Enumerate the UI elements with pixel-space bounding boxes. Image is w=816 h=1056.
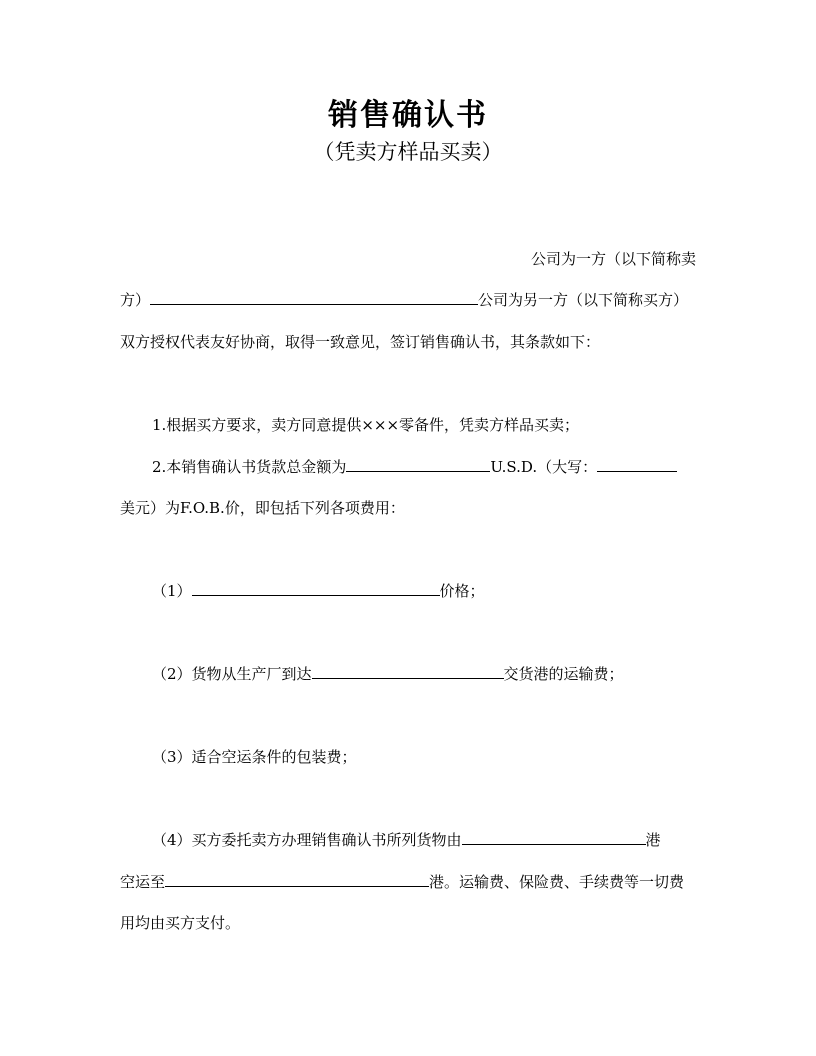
seller-company-blank[interactable] [150,289,478,305]
item-1-end: 价格； [439,582,485,600]
document-title: 销售确认书 [328,98,488,133]
item-4-line-1 [120,829,696,851]
clause-2-line-2-text: 美元）为F.O.B.价，即包括下列各项费用： [120,499,405,517]
intro-line-2 [120,289,696,311]
item-2-start: （2）货物从生产厂到达 [152,665,312,683]
document-subtitle: （凭卖方样品买卖） [313,140,503,164]
amount-in-words-blank[interactable] [597,456,677,472]
item-2 [120,663,696,685]
intro-line-2-end: 公司为另一方（以下简称买方） [478,291,689,309]
clause-2-middle: U.S.D.（大写： [490,458,598,476]
item-4-line-2 [120,871,696,893]
item-1-label: （1） [152,582,192,600]
clause-2-line-2 [120,497,696,519]
item-4-end: 港 [645,831,661,849]
intro-line-3-text: 双方授权代表友好协商，取得一致意见，签订销售确认书，其条款如下： [120,333,601,351]
intro-line-1-text: 公司为一方（以下简称卖 [530,250,696,268]
item-2-end: 交货港的运输费； [503,665,624,683]
intro-line-2-start: 方） [120,291,151,309]
clause-2-start: 2.本销售确认书货款总金额为 [152,458,347,476]
item-4-line-3-text: 用均由买方支付。 [120,914,241,932]
item-4-line-2-start: 空运至 [120,873,166,891]
total-amount-blank[interactable] [346,456,490,472]
destination-port-blank[interactable] [165,871,429,887]
item-4-line-2-end: 港。运输费、保险费、手续费等一切费 [429,873,685,891]
item-4-line-3 [120,912,696,934]
intro-line-1 [120,248,696,270]
item-3 [120,746,696,768]
price-blank[interactable] [192,580,440,596]
origin-port-blank[interactable] [462,829,646,845]
item-4-start: （4）买方委托卖方办理销售确认书所列货物由 [152,831,462,849]
item-3-text: （3）适合空运条件的包装费； [152,748,357,766]
intro-line-3 [120,331,696,353]
delivery-port-blank[interactable] [312,663,504,679]
clause-1 [120,414,696,436]
clause-1-text: 1.根据买方要求，卖方同意提供×××零备件，凭卖方样品买卖； [152,416,580,434]
item-1 [120,580,696,602]
clause-2-line-1 [120,456,696,478]
